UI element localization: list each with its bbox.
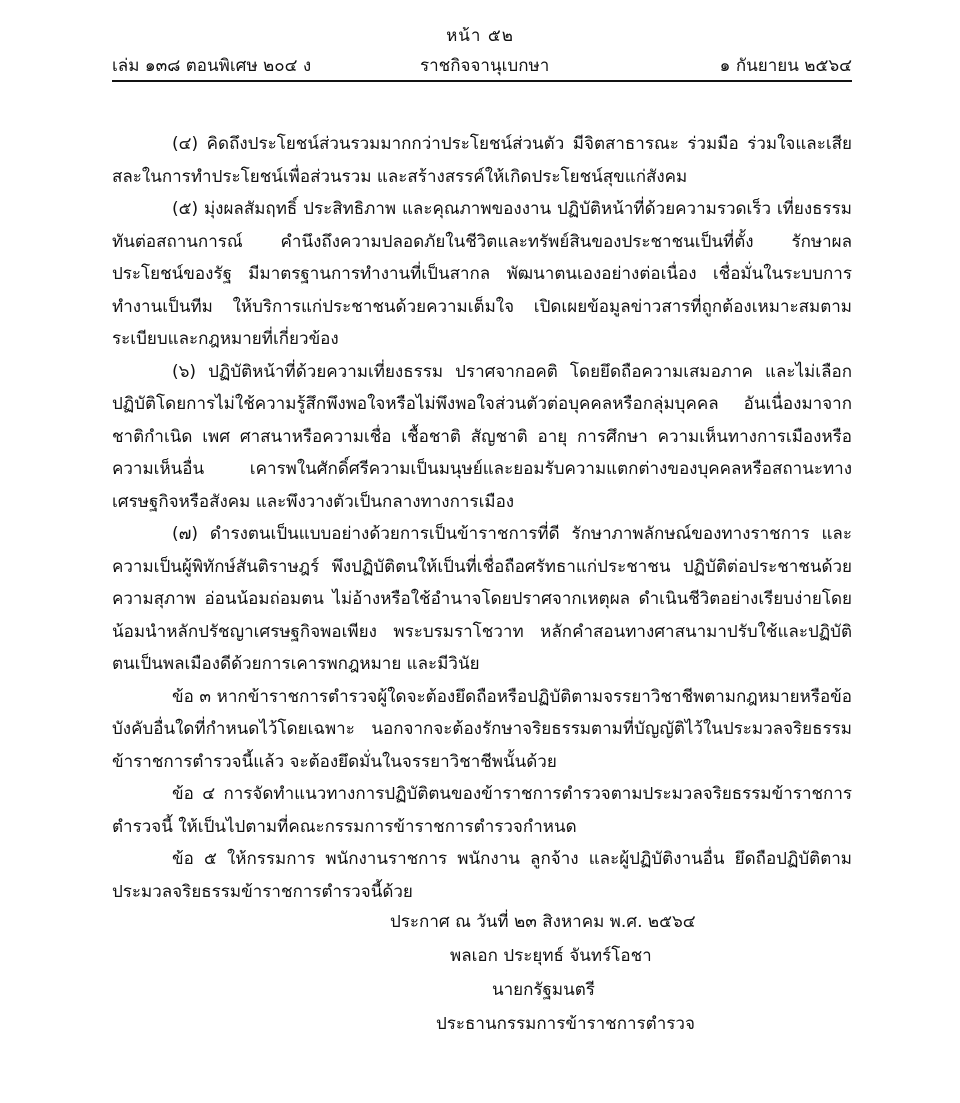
header-date: ๑ กันยายน ๒๕๖๔	[719, 56, 852, 76]
header-rule	[112, 80, 852, 82]
paragraph-clause-3: ข้อ ๓ หากข้าราชการตำรวจผู้ใดจะต้องยึดถือหรือปฏิบัติตามจรรยาวิชาชีพตามกฎหมายหรือข้อบังคับอื่นใดที่กำหนดไว้โดยเฉพาะ นอกจากจะต้องรักษาจริยธรรมตามที่บัญญัติไว้ในประมวลจริยธรรมข้าราชการตำรวจนี้แล้ว จะต้องยึดมั่นในจรรยาวิชาชีพนั้นด้วย	[112, 686, 852, 772]
paragraph-item-5: (๕) มุ่งผลสัมฤทธิ์ ประสิทธิภาพ และคุณภาพของงาน ปฏิบัติหน้าที่ด้วยความรวดเร็ว เที่ยงธรรม ทันต่อสถานการณ์ คำนึงถึงความปลอดภัยในชีวิตและทรัพย์สินของประชาชนเป็นที่ตั้ง รักษาผลประโยชน์ของรัฐ มีมาตรฐานการทำงานที่เป็นสากล พัฒนาตนเองอย่างต่อเนื่อง เชื่อมั่นในระบบการทำงานเป็นทีม ให้บริการแก่ประชาชนด้วยความเต็มใจ เปิดเผยข้อมูลข่าวสารที่ถูกต้องเหมาะสมตามระเบียบและกฎหมายที่เกี่ยวข้อง	[112, 199, 852, 349]
page-number: หน้า ๕๒	[446, 26, 514, 46]
signature-block	[390, 905, 810, 1041]
paragraph-item-6: (๖) ปฏิบัติหน้าที่ด้วยความเที่ยงธรรม ปราศจากอคติ โดยยึดถือความเสมอภาค และไม่เลือกปฏิบัติโดยการไม่ใช้ความรู้สึกพึงพอใจหรือไม่พึงพอใจส่วนตัวต่อบุคคลหรือกลุ่มบุคคล อันเนื่องมาจากชาติกำเนิด เพศ ศาสนาหรือความเชื่อ เชื้อชาติ สัญชาติ อายุ การศึกษา ความเห็นทางการเมืองหรือความเห็นอื่น เคารพในศักดิ์ศรีความเป็นมนุษย์และยอมรับความแตกต่างของบุคคลหรือสถานะทางเศรษฐกิจหรือสังคม และพึงวางตัวเป็นกลางทางการเมือง	[112, 361, 852, 512]
paragraph-item-4: (๔) คิดถึงประโยชน์ส่วนรวมมากกว่าประโยชน์ส่วนตัว มีจิตสาธารณะ ร่วมมือ ร่วมใจและเสียสละในการทำประโยชน์เพื่อส่วนรวม และสร้างสรรค์ให้เกิดประโยชน์สุขแก่สังคม	[112, 134, 852, 187]
paragraph-clause-4: ข้อ ๔ การจัดทำแนวทางการปฏิบัติตนของข้าราชการตำรวจตามประมวลจริยธรรมข้าราชการตำรวจนี้ ให้เป็นไปตามที่คณะกรรมการข้าราชการตำรวจกำหนด	[112, 784, 852, 837]
signatory-position-prime-minister: นายกรัฐมนตรี	[492, 980, 595, 1000]
signatory-position-committee-chair: ประธานกรรมการข้าราชการตำรวจ	[436, 1014, 695, 1034]
signatory-name: พลเอก ประยุทธ์ จันทร์โอชา	[450, 946, 652, 966]
announcement-date: ประกาศ ณ วันที่ ๒๓ สิงหาคม พ.ศ. ๒๕๖๔	[390, 912, 696, 932]
paragraph-clause-5: ข้อ ๕ ให้กรรมการ พนักงานราชการ พนักงาน ลูกจ้าง และผู้ปฏิบัติงานอื่น ยึดถือปฏิบัติตามประมวลจริยธรรมข้าราชการตำรวจนี้ด้วย	[112, 849, 852, 902]
paragraph-item-7: (๗) ดำรงตนเป็นแบบอย่างด้วยการเป็นข้าราชการที่ดี รักษาภาพลักษณ์ของทางราชการ และความเป็นผู้พิทักษ์สันติราษฎร์ พึงปฏิบัติตนให้เป็นที่เชื่อถือศรัทธาแก่ประชาชน ปฏิบัติต่อประชาชนด้วยความสุภาพ อ่อนน้อมถ่อมตน ไม่อ้างหรือใช้อำนาจโดยปราศจากเหตุผล ดำเนินชีวิตอย่างเรียบง่ายโดยน้อมนำหลักปรัชญาเศรษฐกิจพอเพียง พระบรมราโชวาท หลักคำสอนทางศาสนามาปรับใช้และปฏิบัติตนเป็นพลเมืองดีด้วยการเคารพกฎหมาย และมีวินัย	[112, 524, 852, 674]
document-body	[112, 128, 852, 908]
header-volume: เล่ม ๑๓๘ ตอนพิเศษ ๒๐๔ ง	[112, 56, 312, 76]
header-gazette-title: ราชกิจจานุเบกษา	[420, 56, 550, 76]
